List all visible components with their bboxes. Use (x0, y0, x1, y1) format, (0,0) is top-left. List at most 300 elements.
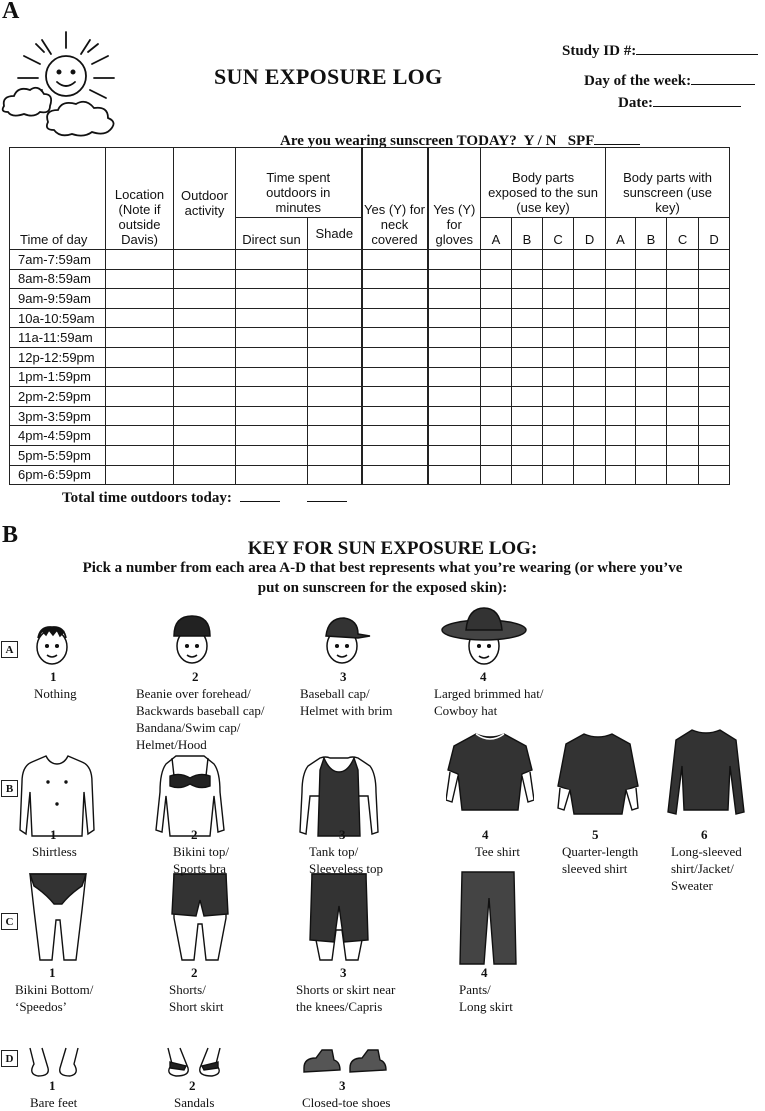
log-cell-exposed-b[interactable] (512, 269, 543, 289)
key-item-label-line: the knees/Capris (296, 999, 383, 1014)
log-cell-exposed-c[interactable] (543, 308, 574, 328)
date-label: Date: (618, 95, 653, 111)
log-cell-location[interactable] (106, 465, 174, 485)
log-cell-exposed-a[interactable] (481, 308, 512, 328)
log-cell-exposed-a[interactable] (481, 269, 512, 289)
log-cell-exposed-b[interactable] (512, 289, 543, 309)
key-item-a-3 (300, 668, 392, 719)
log-cell-exposed-d[interactable] (574, 269, 606, 289)
log-row (10, 289, 730, 309)
header-direct-sun: Direct sun (236, 218, 308, 250)
log-row (10, 269, 730, 289)
header-exposed-d: D (574, 218, 606, 250)
log-cell-shade[interactable] (308, 445, 362, 465)
day-label: Day of the week: (584, 73, 692, 89)
log-row-time-label: 3pm-3:59pm (10, 406, 106, 426)
header-shade: Shade (308, 218, 362, 250)
log-cell-shade[interactable] (308, 328, 362, 348)
log-cell-shade[interactable] (308, 406, 362, 426)
header-time-spent: Time spent outdoors in minutes (236, 148, 362, 218)
log-cell-exposed-b[interactable] (512, 465, 543, 485)
log-cell-sunscreen-a[interactable] (606, 269, 636, 289)
log-cell-sunscreen-b[interactable] (636, 269, 667, 289)
log-cell-exposed-d[interactable] (574, 367, 606, 387)
log-cell-gloves[interactable] (428, 269, 481, 289)
log-cell-gloves[interactable] (428, 465, 481, 485)
key-item-number: 3 (340, 669, 347, 684)
log-row-time-label: 10a-10:59am (10, 308, 106, 328)
sunscreen-question-text: Are you wearing sunscreen TODAY? (280, 133, 517, 149)
header-location: Location (Note if outside Davis) (106, 148, 174, 250)
log-cell-outdoor-activity[interactable] (174, 308, 236, 328)
log-cell-exposed-c[interactable] (543, 367, 574, 387)
log-cell-sunscreen-c[interactable] (667, 367, 699, 387)
log-cell-exposed-d[interactable] (574, 308, 606, 328)
log-cell-gloves[interactable] (428, 367, 481, 387)
log-cell-direct-sun[interactable] (236, 347, 308, 367)
log-cell-direct-sun[interactable] (236, 406, 308, 426)
log-cell-gloves[interactable] (428, 347, 481, 367)
log-cell-direct-sun[interactable] (236, 426, 308, 446)
log-cell-sunscreen-b[interactable] (636, 250, 667, 270)
header-sunscreen-c: C (667, 218, 699, 250)
log-cell-shade[interactable] (308, 269, 362, 289)
header-exposed-b: B (512, 218, 543, 250)
log-cell-location[interactable] (106, 289, 174, 309)
log-cell-exposed-b[interactable] (512, 328, 543, 348)
log-cell-sunscreen-d[interactable] (699, 328, 730, 348)
log-cell-direct-sun[interactable] (236, 465, 308, 485)
log-cell-direct-sun[interactable] (236, 308, 308, 328)
log-cell-exposed-c[interactable] (543, 445, 574, 465)
key-item-label-line: Tee shirt (475, 844, 520, 859)
log-cell-neck-covered[interactable] (362, 465, 428, 485)
log-cell-location[interactable] (106, 387, 174, 407)
header-body-exposed: Body parts exposed to the sun (use key) (481, 148, 606, 218)
log-cell-exposed-d[interactable] (574, 289, 606, 309)
key-item-label-line: Shirtless (32, 844, 77, 859)
log-cell-neck-covered[interactable] (362, 250, 428, 270)
log-cell-sunscreen-a[interactable] (606, 367, 636, 387)
log-cell-direct-sun[interactable] (236, 289, 308, 309)
log-cell-sunscreen-d[interactable] (699, 250, 730, 270)
log-cell-direct-sun[interactable] (236, 269, 308, 289)
log-cell-neck-covered[interactable] (362, 269, 428, 289)
key-item-d-2 (174, 1077, 214, 1111)
log-cell-shade[interactable] (308, 250, 362, 270)
key-item-label-line: Nothing (34, 686, 77, 701)
log-cell-sunscreen-d[interactable] (699, 347, 730, 367)
header-sunscreen-a: A (606, 218, 636, 250)
key-item-b-2 (173, 826, 229, 877)
log-cell-sunscreen-d[interactable] (699, 465, 730, 485)
key-item-number: 4 (480, 669, 487, 684)
log-row (10, 445, 730, 465)
key-item-number: 3 (339, 827, 346, 842)
log-cell-sunscreen-b[interactable] (636, 445, 667, 465)
log-cell-neck-covered[interactable] (362, 387, 428, 407)
key-item-number: 1 (49, 1078, 56, 1093)
key-item-label-line: Long-sleeved (671, 844, 742, 859)
day-of-week-field[interactable] (584, 70, 755, 90)
key-item-b-4 (475, 826, 520, 860)
log-cell-sunscreen-b[interactable] (636, 406, 667, 426)
log-cell-shade[interactable] (308, 465, 362, 485)
log-cell-sunscreen-c[interactable] (667, 308, 699, 328)
log-cell-outdoor-activity[interactable] (174, 367, 236, 387)
key-item-number: 2 (191, 965, 198, 980)
bottom-capris-icon (306, 870, 372, 962)
log-cell-exposed-c[interactable] (543, 426, 574, 446)
key-row-a-tag: A (1, 641, 18, 658)
key-item-number: 2 (191, 827, 198, 842)
key-row-b-tag: B (1, 780, 18, 797)
key-item-b-1 (32, 826, 77, 860)
log-cell-sunscreen-b[interactable] (636, 465, 667, 485)
key-item-a-2 (136, 668, 265, 753)
log-cell-exposed-a[interactable] (481, 465, 512, 485)
log-row (10, 250, 730, 270)
spf-label: SPF (567, 133, 595, 149)
log-cell-exposed-d[interactable] (574, 426, 606, 446)
log-row-time-label: 7am-7:59am (10, 250, 106, 270)
log-cell-direct-sun[interactable] (236, 367, 308, 387)
log-cell-sunscreen-a[interactable] (606, 250, 636, 270)
log-cell-location[interactable] (106, 445, 174, 465)
date-field[interactable] (618, 92, 741, 112)
log-cell-exposed-d[interactable] (574, 387, 606, 407)
header-exposed-c: C (543, 218, 574, 250)
log-cell-exposed-a[interactable] (481, 347, 512, 367)
header-sunscreen-b: B (636, 218, 667, 250)
key-item-label-line: Bare feet (30, 1095, 78, 1110)
key-item-label-line: Baseball cap/ (300, 686, 370, 701)
log-cell-exposed-d[interactable] (574, 328, 606, 348)
key-item-c-2 (169, 964, 224, 1015)
log-cell-location[interactable] (106, 328, 174, 348)
log-cell-location[interactable] (106, 406, 174, 426)
key-item-label-line: Backwards baseball cap/ (136, 703, 265, 718)
key-item-label-line: Pants/ (459, 982, 491, 997)
header-body-sunscreen: Body parts with sunscreen (use key) (606, 148, 730, 218)
log-cell-sunscreen-c[interactable] (667, 465, 699, 485)
log-cell-exposed-a[interactable] (481, 328, 512, 348)
log-cell-sunscreen-d[interactable] (699, 406, 730, 426)
log-cell-gloves[interactable] (428, 289, 481, 309)
log-cell-exposed-d[interactable] (574, 406, 606, 426)
log-row-time-label: 6pm-6:59pm (10, 465, 106, 485)
key-item-c-3 (296, 964, 395, 1015)
log-cell-outdoor-activity[interactable] (174, 387, 236, 407)
log-cell-location[interactable] (106, 426, 174, 446)
log-cell-sunscreen-b[interactable] (636, 308, 667, 328)
log-cell-exposed-a[interactable] (481, 367, 512, 387)
log-cell-exposed-c[interactable] (543, 328, 574, 348)
log-cell-exposed-b[interactable] (512, 367, 543, 387)
key-item-a-4 (434, 668, 544, 719)
log-row (10, 465, 730, 485)
log-cell-exposed-c[interactable] (543, 269, 574, 289)
log-cell-exposed-c[interactable] (543, 387, 574, 407)
log-cell-sunscreen-c[interactable] (667, 347, 699, 367)
log-cell-neck-covered[interactable] (362, 445, 428, 465)
total-time-label: Total time outdoors today: (62, 490, 232, 506)
log-cell-shade[interactable] (308, 367, 362, 387)
log-cell-gloves[interactable] (428, 387, 481, 407)
total-hours-blank[interactable] (240, 487, 280, 502)
log-cell-exposed-a[interactable] (481, 445, 512, 465)
key-item-number: 5 (592, 827, 599, 842)
key-item-label-line: Sleeveless top (309, 861, 384, 876)
key-item-label-line: Helmet with brim (300, 703, 393, 718)
key-title: KEY FOR SUN EXPOSURE LOG: (247, 538, 538, 559)
spf-blank[interactable] (594, 130, 640, 145)
key-item-label-line: Helmet/Hood (136, 737, 207, 752)
log-cell-exposed-a[interactable] (481, 289, 512, 309)
log-cell-neck-covered[interactable] (362, 367, 428, 387)
log-cell-exposed-c[interactable] (543, 250, 574, 270)
key-item-label-line: Sandals (174, 1095, 215, 1110)
key-item-label-line: Shorts or skirt near (296, 982, 396, 997)
key-item-a-1 (34, 668, 77, 702)
key-item-number: 1 (49, 965, 56, 980)
log-cell-outdoor-activity[interactable] (174, 347, 236, 367)
log-cell-sunscreen-b[interactable] (636, 367, 667, 387)
log-cell-neck-covered[interactable] (362, 426, 428, 446)
key-item-label-line: shirt/Jacket/ (671, 861, 734, 876)
log-cell-exposed-b[interactable] (512, 250, 543, 270)
log-cell-outdoor-activity[interactable] (174, 426, 236, 446)
log-cell-shade[interactable] (308, 387, 362, 407)
key-item-label-line: Long skirt (459, 999, 513, 1014)
torso-long-sleeve-icon (666, 726, 746, 820)
log-cell-sunscreen-a[interactable] (606, 328, 636, 348)
log-cell-exposed-c[interactable] (543, 465, 574, 485)
key-item-number: 4 (482, 827, 489, 842)
key-item-label-line: Sports bra (173, 861, 227, 876)
log-cell-sunscreen-a[interactable] (606, 426, 636, 446)
log-row-time-label: 4pm-4:59pm (10, 426, 106, 446)
log-row (10, 426, 730, 446)
key-subtitle-line-1: Pick a number from each area A-D that best represents what you’re wearing (or where you’ve (82, 560, 683, 576)
log-cell-exposed-d[interactable] (574, 347, 606, 367)
feet-bare-icon (24, 1044, 84, 1080)
section-b-letter: B (2, 522, 19, 548)
log-cell-sunscreen-b[interactable] (636, 387, 667, 407)
key-item-label-line: Larged brimmed hat/ (434, 686, 544, 701)
log-cell-sunscreen-a[interactable] (606, 445, 636, 465)
log-cell-sunscreen-a[interactable] (606, 406, 636, 426)
log-cell-sunscreen-a[interactable] (606, 465, 636, 485)
key-item-number: 3 (340, 965, 347, 980)
log-cell-sunscreen-d[interactable] (699, 387, 730, 407)
log-cell-sunscreen-d[interactable] (699, 269, 730, 289)
log-cell-exposed-b[interactable] (512, 426, 543, 446)
log-cell-exposed-b[interactable] (512, 347, 543, 367)
log-title: SUN EXPOSURE LOG (214, 64, 443, 89)
header-time-of-day: Time of day (10, 148, 106, 250)
log-cell-exposed-b[interactable] (512, 308, 543, 328)
key-item-label-line: Sweater (671, 878, 713, 893)
log-cell-sunscreen-b[interactable] (636, 426, 667, 446)
log-cell-exposed-c[interactable] (543, 289, 574, 309)
log-row (10, 367, 730, 387)
log-row-time-label: 11a-11:59am (10, 328, 106, 348)
log-cell-location[interactable] (106, 308, 174, 328)
log-cell-sunscreen-c[interactable] (667, 269, 699, 289)
header-gloves: Yes (Y) for gloves (428, 148, 481, 250)
log-cell-gloves[interactable] (428, 308, 481, 328)
log-cell-sunscreen-c[interactable] (667, 445, 699, 465)
log-cell-exposed-a[interactable] (481, 406, 512, 426)
log-row (10, 406, 730, 426)
log-cell-shade[interactable] (308, 347, 362, 367)
log-cell-neck-covered[interactable] (362, 347, 428, 367)
log-cell-sunscreen-b[interactable] (636, 289, 667, 309)
log-row-time-label: 2pm-2:59pm (10, 387, 106, 407)
header-neck-covered: Yes (Y) for neck covered (362, 148, 428, 250)
key-item-label-line: Tank top/ (309, 844, 359, 859)
sun-exposure-log-table (9, 147, 730, 485)
log-cell-outdoor-activity[interactable] (174, 328, 236, 348)
key-item-number: 4 (481, 965, 488, 980)
log-cell-outdoor-activity[interactable] (174, 250, 236, 270)
key-item-b-6 (671, 826, 742, 894)
key-item-number: 1 (50, 827, 57, 842)
bottom-shorts-icon (168, 870, 232, 962)
log-cell-neck-covered[interactable] (362, 308, 428, 328)
log-cell-gloves[interactable] (428, 426, 481, 446)
head-baseball-cap-icon (318, 612, 372, 668)
log-cell-gloves[interactable] (428, 445, 481, 465)
study-id-field[interactable] (562, 40, 758, 60)
feet-closed-shoes-icon (300, 1046, 390, 1076)
log-cell-sunscreen-c[interactable] (667, 426, 699, 446)
log-row-time-label: 12p-12:59pm (10, 347, 106, 367)
log-cell-sunscreen-d[interactable] (699, 426, 730, 446)
log-cell-sunscreen-c[interactable] (667, 250, 699, 270)
log-cell-sunscreen-a[interactable] (606, 289, 636, 309)
log-row-time-label: 9am-9:59am (10, 289, 106, 309)
log-cell-shade[interactable] (308, 289, 362, 309)
log-cell-sunscreen-c[interactable] (667, 289, 699, 309)
log-cell-location[interactable] (106, 367, 174, 387)
log-cell-sunscreen-a[interactable] (606, 347, 636, 367)
log-cell-outdoor-activity[interactable] (174, 406, 236, 426)
log-cell-sunscreen-b[interactable] (636, 328, 667, 348)
log-row-time-label: 8am-8:59am (10, 269, 106, 289)
log-cell-location[interactable] (106, 347, 174, 367)
log-cell-sunscreen-a[interactable] (606, 308, 636, 328)
log-cell-direct-sun[interactable] (236, 250, 308, 270)
header-outdoor-activity: Outdoor activity (174, 148, 236, 250)
key-item-b-3 (309, 826, 383, 877)
log-row (10, 308, 730, 328)
log-cell-exposed-a[interactable] (481, 387, 512, 407)
log-cell-exposed-d[interactable] (574, 250, 606, 270)
log-cell-direct-sun[interactable] (236, 445, 308, 465)
feet-sandals-icon (162, 1044, 226, 1080)
log-cell-gloves[interactable] (428, 406, 481, 426)
log-cell-exposed-d[interactable] (574, 465, 606, 485)
sunscreen-yn[interactable]: Y / N (523, 133, 557, 149)
log-cell-sunscreen-c[interactable] (667, 387, 699, 407)
log-cell-neck-covered[interactable] (362, 328, 428, 348)
log-cell-sunscreen-d[interactable] (699, 308, 730, 328)
key-item-label-line: sleeved shirt (562, 861, 628, 876)
log-cell-sunscreen-c[interactable] (667, 328, 699, 348)
key-item-label-line: Closed-toe shoes (302, 1095, 391, 1110)
header-exposed-a: A (481, 218, 512, 250)
key-item-number: 2 (192, 669, 199, 684)
key-item-label-line: Quarter-length (562, 844, 639, 859)
log-cell-exposed-d[interactable] (574, 445, 606, 465)
key-row-d-tag: D (1, 1050, 18, 1067)
total-minutes-blank[interactable] (307, 487, 347, 502)
log-cell-sunscreen-b[interactable] (636, 347, 667, 367)
log-cell-outdoor-activity[interactable] (174, 289, 236, 309)
key-item-number: 6 (701, 827, 708, 842)
log-row (10, 387, 730, 407)
log-cell-sunscreen-d[interactable] (699, 367, 730, 387)
log-cell-shade[interactable] (308, 426, 362, 446)
log-cell-exposed-c[interactable] (543, 406, 574, 426)
head-nothing-icon (30, 622, 74, 668)
log-cell-outdoor-activity[interactable] (174, 445, 236, 465)
key-item-c-1 (15, 964, 93, 1015)
log-row (10, 347, 730, 367)
log-cell-exposed-b[interactable] (512, 387, 543, 407)
log-cell-sunscreen-a[interactable] (606, 387, 636, 407)
head-wide-brim-hat-icon (440, 604, 530, 668)
log-cell-location[interactable] (106, 250, 174, 270)
key-item-label-line: Cowboy hat (434, 703, 498, 718)
key-item-b-5 (562, 826, 638, 877)
log-cell-direct-sun[interactable] (236, 387, 308, 407)
log-cell-location[interactable] (106, 269, 174, 289)
log-row-time-label: 1pm-1:59pm (10, 367, 106, 387)
key-item-number: 3 (339, 1078, 346, 1093)
key-item-label-line: ‘Speedos’ (15, 999, 67, 1014)
bottom-bikini-icon (26, 870, 90, 962)
log-cell-neck-covered[interactable] (362, 289, 428, 309)
log-cell-gloves[interactable] (428, 328, 481, 348)
log-cell-sunscreen-d[interactable] (699, 289, 730, 309)
log-cell-sunscreen-d[interactable] (699, 445, 730, 465)
key-subtitle (0, 558, 765, 598)
log-cell-shade[interactable] (308, 308, 362, 328)
log-cell-exposed-a[interactable] (481, 250, 512, 270)
log-cell-outdoor-activity[interactable] (174, 269, 236, 289)
log-cell-exposed-a[interactable] (481, 426, 512, 446)
log-cell-sunscreen-c[interactable] (667, 406, 699, 426)
log-cell-neck-covered[interactable] (362, 406, 428, 426)
total-time-line (62, 487, 347, 507)
log-cell-outdoor-activity[interactable] (174, 465, 236, 485)
log-cell-exposed-b[interactable] (512, 406, 543, 426)
key-item-label-line: Bandana/Swim cap/ (136, 720, 241, 735)
log-cell-gloves[interactable] (428, 250, 481, 270)
key-item-c-4 (459, 964, 513, 1015)
sun-cloud-icon (0, 26, 130, 138)
key-item-number: 1 (50, 669, 57, 684)
key-item-label-line: Bikini Bottom/ (15, 982, 94, 997)
log-cell-exposed-c[interactable] (543, 347, 574, 367)
log-cell-direct-sun[interactable] (236, 328, 308, 348)
key-item-label-line: Short skirt (169, 999, 224, 1014)
log-cell-exposed-b[interactable] (512, 445, 543, 465)
header-sunscreen-d: D (699, 218, 730, 250)
